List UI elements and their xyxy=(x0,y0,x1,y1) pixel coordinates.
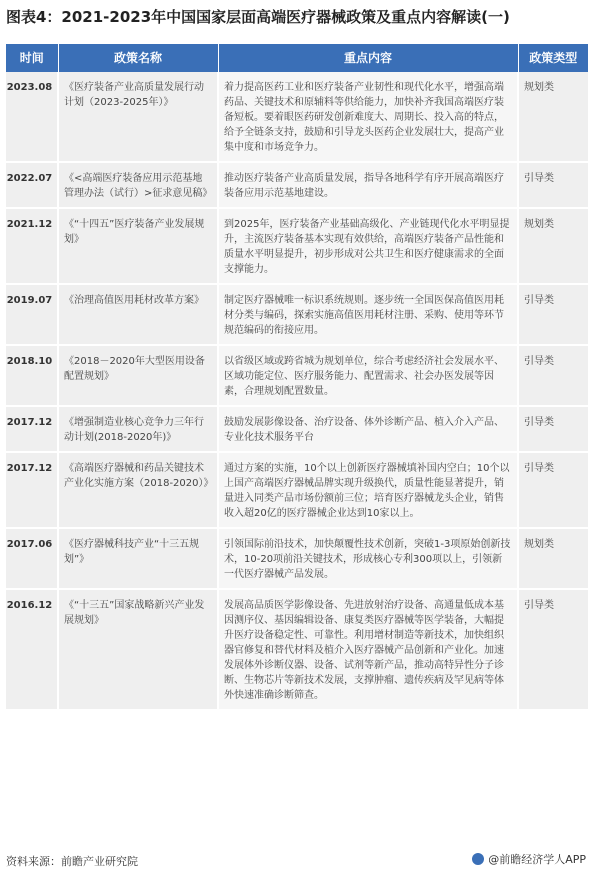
table-row xyxy=(6,406,588,452)
row-policy-name: 《<高端医疗装备应用示范基地管理办法（试行）>征求意见稿》 xyxy=(58,162,218,208)
row-key-content: 发展高品质医学影像设备、先进放射治疗设备、高通量低成本基因测序仪、基因编辑设备、康复类医疗器械等医学装备，大幅提升医疗设备稳定性、可靠性。利用增材制造等新技术，加快组织器官修复和替代材料及植介入医疗器械产品创新和产业化。加速发展体外诊断仪器、设备、试剂等新产品，推动高特异性分子诊断、生物芯片等新技术发展，支撑肿瘤、遗传疾病及罕见病等体外快速准确诊断筛查。 xyxy=(218,589,518,710)
table-header-row xyxy=(6,44,588,72)
row-policy-name: 《高端医疗器械和药品关键技术产业化实施方案（2018-2020）》 xyxy=(58,452,218,528)
row-policy-name: 《治理高值医用耗材改革方案》 xyxy=(58,284,218,345)
table-row xyxy=(6,452,588,528)
row-key-content: 以省级区域或跨省城为规划单位，综合考虑经济社会发展水平、区域功能定位、医疗服务能力、配置需求、社会办医发展等因素，合理规划配置数量。 xyxy=(218,345,518,406)
row-key-content: 引领国际前沿技术，加快颠覆性技术创新，突破1-3项原始创新技术，10-20项前沿关键技术，形成核心专利300项以上，引领新一代医疗器械产品发展。 xyxy=(218,528,518,589)
row-time: 2019.07 xyxy=(6,284,58,345)
header-policy-type: 政策类型 xyxy=(518,44,588,72)
row-key-content: 到2025年，医疗装备产业基础高级化、产业链现代化水平明显提升，主流医疗装备基本实现有效供给，高端医疗装备产品性能和质量水平明显提升，初步形成对公共卫生和医疗健康需求的全面支撑能力。 xyxy=(218,208,518,284)
row-time: 2017.06 xyxy=(6,528,58,589)
source-note: 资料来源：前瞻产业研究院 xyxy=(6,855,138,868)
header-time: 时间 xyxy=(6,44,58,72)
row-time: 2018.10 xyxy=(6,345,58,406)
row-policy-type: 规划类 xyxy=(518,208,588,284)
header-policy-name: 政策名称 xyxy=(58,44,218,72)
brand-text: @前瞻经济学人APP xyxy=(488,853,586,866)
table-row xyxy=(6,528,588,589)
row-time: 2021.12 xyxy=(6,208,58,284)
row-policy-name: 《增强制造业核心竞争力三年行动计划(2018-2020年)》 xyxy=(58,406,218,452)
table-row xyxy=(6,345,588,406)
row-policy-type: 规划类 xyxy=(518,528,588,589)
row-time: 2017.12 xyxy=(6,406,58,452)
row-policy-name: 《“十三五”国家战略新兴产业发展规划》 xyxy=(58,589,218,710)
row-policy-type: 引导类 xyxy=(518,452,588,528)
row-key-content: 着力提高医药工业和医疗装备产业韧性和现代化水平，增强高端药品、关键技术和原辅料等供给能力，加快补齐我国高端医疗装备短板。要着眼医药研发创新难度大、周期长、投入高的特点，给予全链条支持，鼓励和引导龙头医药企业发展壮大，提高产业集中度和市场竞争力。 xyxy=(218,72,518,162)
row-policy-type: 引导类 xyxy=(518,345,588,406)
table-row xyxy=(6,162,588,208)
row-key-content: 制定医疗器械唯一标识系统规则。逐步统一全国医保高值医用耗材分类与编码，探索实施高值医用耗材注册、采购、使用等环节规范编码的衔接应用。 xyxy=(218,284,518,345)
table-row xyxy=(6,208,588,284)
row-key-content: 通过方案的实施，10个以上创新医疗器械填补国内空白；10个以上国产高端医疗器械品牌实现升级换代，质量性能显著提升，销量进入同类产品市场份额前三位；培育医疗器械龙头企业，销售收入超20亿的医疗器械企业达到10家以上。 xyxy=(218,452,518,528)
table-row xyxy=(6,284,588,345)
row-policy-name: 《医疗器械科技产业“十三五规划”》 xyxy=(58,528,218,589)
row-policy-type: 规划类 xyxy=(518,72,588,162)
row-time: 2016.12 xyxy=(6,589,58,710)
row-policy-name: 《医疗装备产业高质量发展行动计划（2023-2025年）》 xyxy=(58,72,218,162)
brand-logo-icon xyxy=(472,853,484,865)
page-title: 图表4：2021-2023年中国国家层面高端医疗器械政策及重点内容解读(一) xyxy=(6,8,510,26)
row-time: 2023.08 xyxy=(6,72,58,162)
row-policy-type: 引导类 xyxy=(518,284,588,345)
row-key-content: 鼓励发展影像设备、治疗设备、体外诊断产品、植入介入产品、专业化技术服务平台 xyxy=(218,406,518,452)
row-policy-type: 引导类 xyxy=(518,162,588,208)
row-policy-type: 引导类 xyxy=(518,589,588,710)
row-policy-name: 《2018－2020年大型医用设备配置规划》 xyxy=(58,345,218,406)
row-time: 2017.12 xyxy=(6,452,58,528)
row-key-content: 推动医疗装备产业高质量发展，指导各地科学有序开展高端医疗装备应用示范基地建设。 xyxy=(218,162,518,208)
header-key-content: 重点内容 xyxy=(218,44,518,72)
table-row xyxy=(6,72,588,162)
row-time: 2022.07 xyxy=(6,162,58,208)
brand-credit xyxy=(472,851,586,867)
row-policy-type: 引导类 xyxy=(518,406,588,452)
table-row xyxy=(6,589,588,710)
row-policy-name: 《“十四五”医疗装备产业发展规划》 xyxy=(58,208,218,284)
policy-table xyxy=(6,44,588,711)
